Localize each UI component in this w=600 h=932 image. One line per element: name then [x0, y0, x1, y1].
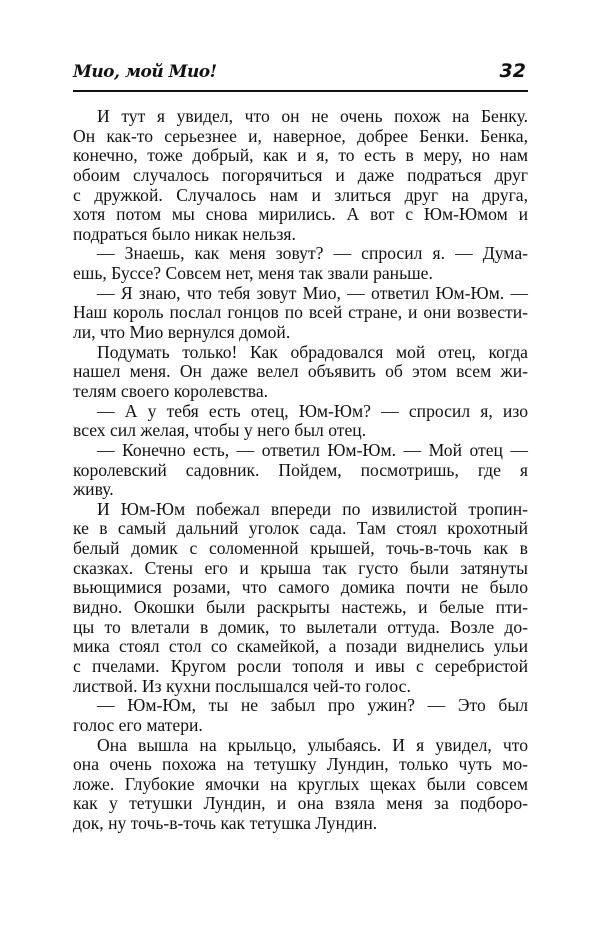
text-line: док, ну точь-в-точь как тетушка Лундин.	[73, 813, 378, 834]
text-line: — Конечно есть, — ответил Юм-Юм. — Мой отец —	[97, 439, 528, 460]
text-line: — А у тебя есть отец, Юм-Юм? — спросил я, изо	[97, 400, 528, 421]
paragraph	[73, 107, 528, 244]
paragraph	[73, 696, 528, 735]
text-line: как у тетушки Лундин, и она взяла меня за подборо-	[73, 793, 528, 814]
text-line: с дружкой. Случалось нам и злиться друг на друга,	[73, 184, 528, 205]
text-line: Он как-то серьезнее и, наверное, добрее Бенки. Бенка,	[73, 125, 528, 146]
paragraph	[73, 284, 528, 343]
text-line: всех сил желая, чтобы у него был отец.	[73, 420, 367, 441]
text-line: цы то влетали в домик, то вылетали оттуда. Возле до-	[73, 616, 528, 637]
paragraph	[73, 500, 528, 696]
text-line: И тут я увидел, что он не очень похож на Бенку.	[97, 106, 528, 126]
text-line: видно. Окошки были раскрыты настежь, и белые пти-	[73, 597, 528, 618]
text-line: нашел меня. Он даже велел объявить об этом всем жи-	[73, 361, 528, 382]
text-line: ешь, Буссе? Совсем нет, меня так звали раньше.	[73, 263, 433, 284]
text-line: конечно, тоже добрый, как и я, то есть в меру, но нам	[73, 145, 528, 166]
text-line: живу.	[73, 479, 114, 500]
text-line: Наш король послал гонцов по всей стране, и они возвести-	[73, 302, 528, 323]
paragraph	[73, 343, 528, 402]
running-title: Мио, мой Мио!	[73, 62, 217, 82]
text-line: — Знаешь, как меня зовут? — спросил я. — Дума-	[97, 243, 528, 264]
text-line: обоим случалось погорячиться и даже подраться друг	[73, 164, 528, 185]
text-line: мика стоял стол со скамейкой, а позади виднелись ульи	[73, 636, 528, 657]
text-line: сказках. Стены его и крыша так густо были затянуты	[73, 557, 528, 578]
text-line: голос его матери.	[73, 714, 203, 735]
body-text	[73, 107, 528, 834]
text-line: — Я знаю, что тебя зовут Мио, — ответил Юм-Юм. —	[97, 282, 528, 303]
text-line: — Юм-Юм, ты не забыл про ужин? — Это был	[97, 695, 528, 716]
text-line: вьющимися розами, что самого домика почти не было	[73, 577, 528, 598]
running-header	[73, 60, 528, 92]
text-line: телям своего королевства.	[73, 380, 269, 401]
text-line: ложе. Глубокие ямочки на круглых щеках были совсем	[73, 773, 528, 794]
paragraph	[73, 402, 528, 441]
text-line: она очень похожа на тетушку Лундин, только чуть мо-	[73, 754, 528, 775]
text-line: Она вышла на крыльцо, улыбаясь. И я увидел, что	[97, 734, 528, 755]
text-line: ке в самый дальний уголок сада. Там стоял крохотный	[73, 518, 528, 539]
text-line: ли, что Мио вернулся домой.	[73, 322, 291, 343]
paragraph	[73, 736, 528, 834]
text-line: королевский садовник. Пойдем, посмотришь, где я	[73, 459, 528, 480]
text-line: белый домик с соломенной крышей, точь-в-точь как в	[73, 538, 528, 559]
text-line: подраться было никак нельзя.	[73, 223, 296, 244]
paragraph	[73, 441, 528, 500]
text-line: Подумать только! Как обрадовался мой отец, когда	[97, 341, 528, 362]
page-number: 32	[499, 60, 526, 82]
text-line: с пчелами. Кругом росли тополя и ивы с серебристой	[73, 655, 528, 676]
text-line: листвой. Из кухни послышался чей-то голос.	[73, 675, 411, 696]
text-line: И Юм-Юм побежал впереди по извилистой тропин-	[97, 498, 528, 519]
paragraph	[73, 244, 528, 283]
text-line: хотя потом мы снова мирились. А вот с Юм-Юмом и	[73, 204, 528, 225]
